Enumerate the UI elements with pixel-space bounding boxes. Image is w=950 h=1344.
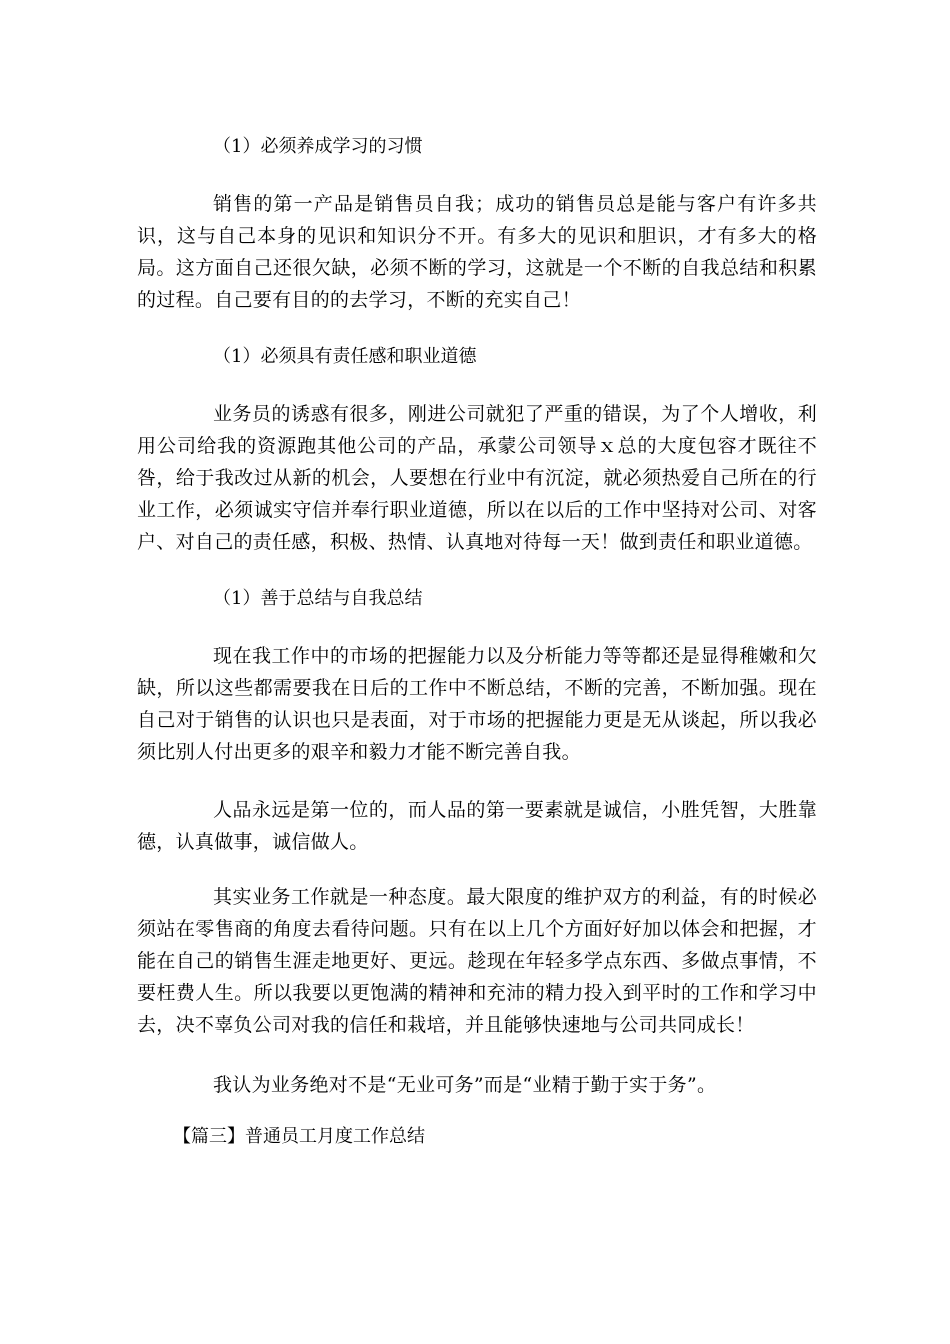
heading-responsibility-ethics: （1）必须具有责任感和职业道德	[213, 346, 477, 367]
paragraph-market-ability: 现在我工作中的市场的把握能力以及分析能力等等都还是显得稚嫩和欠缺，所以这些都需要我在日后的工作中不断总结，不断的完善，不断加强。现在自己对于销售的认识也只是表面，对于市场的把握能力更是无从谈起，所以我必须比别人付出更多的艰辛和毅力才能不断完善自我。	[137, 645, 817, 763]
paragraph-integrity: 人品永远是第一位的，而人品的第一要素就是诚信，小胜凭智，大胜靠德，认真做事，诚信做人。	[137, 799, 817, 853]
heading-learning-habit: （1）必须养成学习的习惯	[213, 136, 423, 157]
paragraph-attitude: 其实业务工作就是一种态度。最大限度的维护双方的利益，有的时候必须站在零售商的角度去看待问题。只有在以上几个方面好好加以体会和把握，才能在自己的销售生涯走地更好、更远。趁现在年轻多学点东西、多做点事情，不要枉费人生。所以我要以更饱满的精神和充沛的精力投入到平时的工作和学习中去，决不辜负公司对我的信任和栽培，并且能够快速地与公司共同成长！	[137, 886, 817, 1036]
paragraph-temptation: 业务员的诱惑有很多，刚进公司就犯了严重的错误，为了个人增收，利用公司给我的资源跑其他公司的产品，承蒙公司领导ｘ总的大度包容才既往不咎，给于我改过从新的机会，人要想在行业中有沉淀，就必须热爱自己所在的行业工作，必须诚实守信并奉行职业道德，所以在以后的工作中坚持对公司、对客户、对自己的责任感，积极、热情、认真地对待每一天！做到责任和职业道德。	[137, 403, 817, 553]
heading-summarize: （1）善于总结与自我总结	[213, 588, 423, 609]
paragraph-business-view: 我认为业务绝对不是“无业可务”而是“业精于勤于实于务”。	[213, 1074, 717, 1096]
section-title-part-three: 【篇三】普通员工月度工作总结	[173, 1126, 425, 1147]
paragraph-self-product: 销售的第一产品是销售员自我；成功的销售员总是能与客户有许多共识，这与自己本身的见识和知识分不开。有多大的见识和胆识，才有多大的格局。这方面自己还很欠缺，必须不断的学习，这就是一个不断的自我总结和积累的过程。自己要有目的的去学习，不断的充实自己！	[137, 193, 817, 311]
